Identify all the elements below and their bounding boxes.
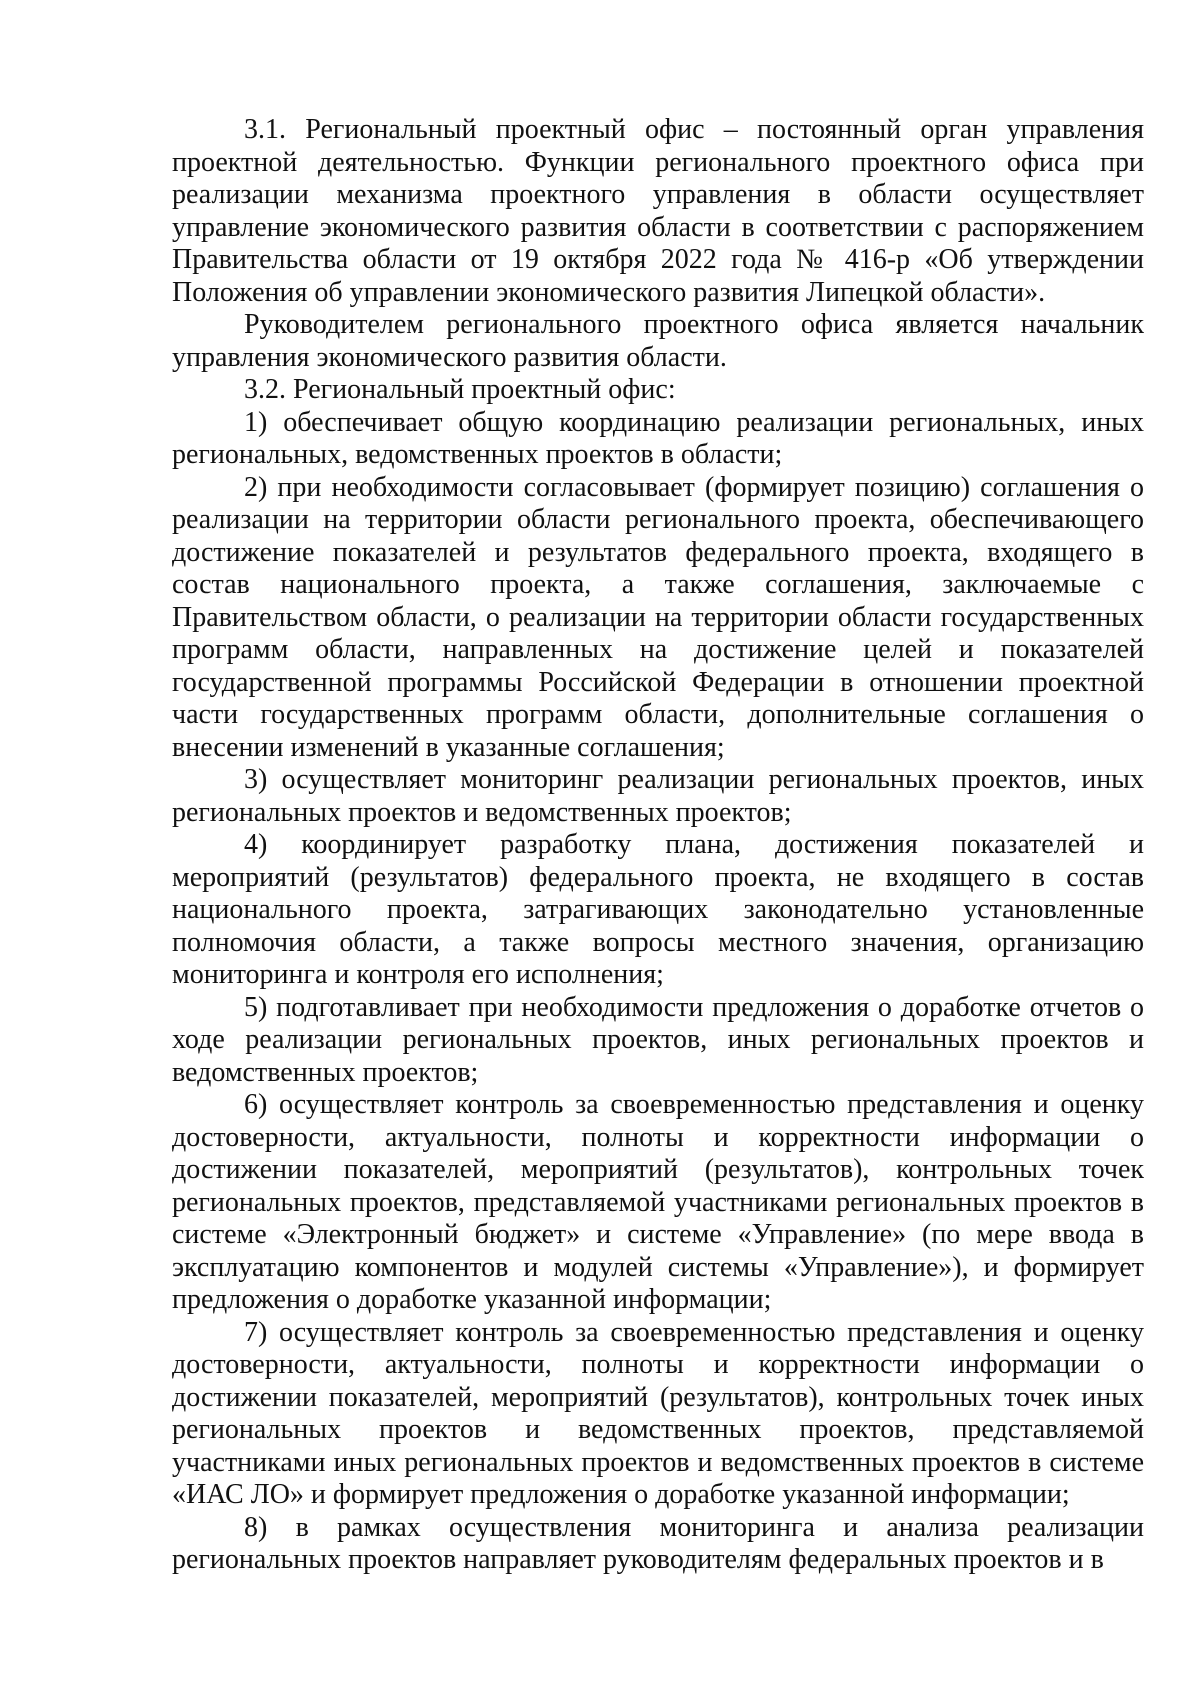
- list-item-2: 2) при необходимости согласовывает (формирует позицию) соглашения о реализации на территории области регионального проекта, обеспечивающего достижение показателей и результатов федерального проекта, входящего в состав национального проекта, а также соглашения, заключаемые с Правительством области, о реализации на территории области государственных программ области, направленных на достижение целей и показателей государственной программы Российской Федерации в отношении проектной части государственных программ области, дополнительные соглашения о внесении изменений в указанные соглашения;: [172, 471, 1144, 763]
- list-item-1: 1) обеспечивает общую координацию реализации региональных, иных региональных, ведомственных проектов в области;: [172, 406, 1144, 470]
- list-item-4: 4) координирует разработку плана, достижения показателей и мероприятий (результатов) федерального проекта, не входящего в состав национального проекта, затрагивающих законодательно установленные полномочия области, а также вопросы местного значения, организацию мониторинга и контроля его исполнения;: [172, 829, 1144, 990]
- paragraph-3-1: 3.1. Региональный проектный офис – постоянный орган управления проектной деятельностью. Функции регионального проектного офиса при реализации механизма проектного управления в области осуществляет управление экономического развития области в соответствии с распоряжением Правительства области от 19 октября 2022 года № 416-р «Об утверждении Положения об управлении экономического развития Липецкой области».: [172, 114, 1144, 308]
- list-item-6: 6) осуществляет контроль за своевременностью представления и оценку достоверности, актуальности, полноты и корректности информации о достижении показателей, мероприятий (результатов), контрольных точек региональных проектов, представляемой участниками региональных проектов в системе «Электронный бюджет» и системе «Управление» (по мере ввода в эксплуатацию компонентов и модулей системы «Управление»), и формирует предложения о доработке указанной информации;: [172, 1089, 1144, 1315]
- list-item-5: 5) подготавливает при необходимости предложения о доработке отчетов о ходе реализации региональных проектов, иных региональных проектов и ведомственных проектов;: [172, 991, 1144, 1088]
- list-item-7: 7) осуществляет контроль за своевременностью представления и оценку достоверности, актуальности, полноты и корректности информации о достижении показателей, мероприятий (результатов), контрольных точек иных региональных проектов и ведомственных проектов, представляемой участниками иных региональных проектов и ведомственных проектов в системе «ИАС ЛО» и формирует предложения о доработке указанной информации;: [172, 1316, 1144, 1510]
- paragraph-office-head: Руководителем регионального проектного офиса является начальник управления экономического развития области.: [172, 309, 1144, 373]
- list-item-3: 3) осуществляет мониторинг реализации региональных проектов, иных региональных проектов и ведомственных проектов;: [172, 764, 1144, 828]
- document-body: [172, 114, 1144, 1577]
- paragraph-3-2: 3.2. Региональный проектный офис:: [244, 374, 676, 405]
- list-item-8: 8) в рамках осуществления мониторинга и анализа реализации региональных проектов направляет руководителям федеральных проектов и в: [172, 1511, 1144, 1575]
